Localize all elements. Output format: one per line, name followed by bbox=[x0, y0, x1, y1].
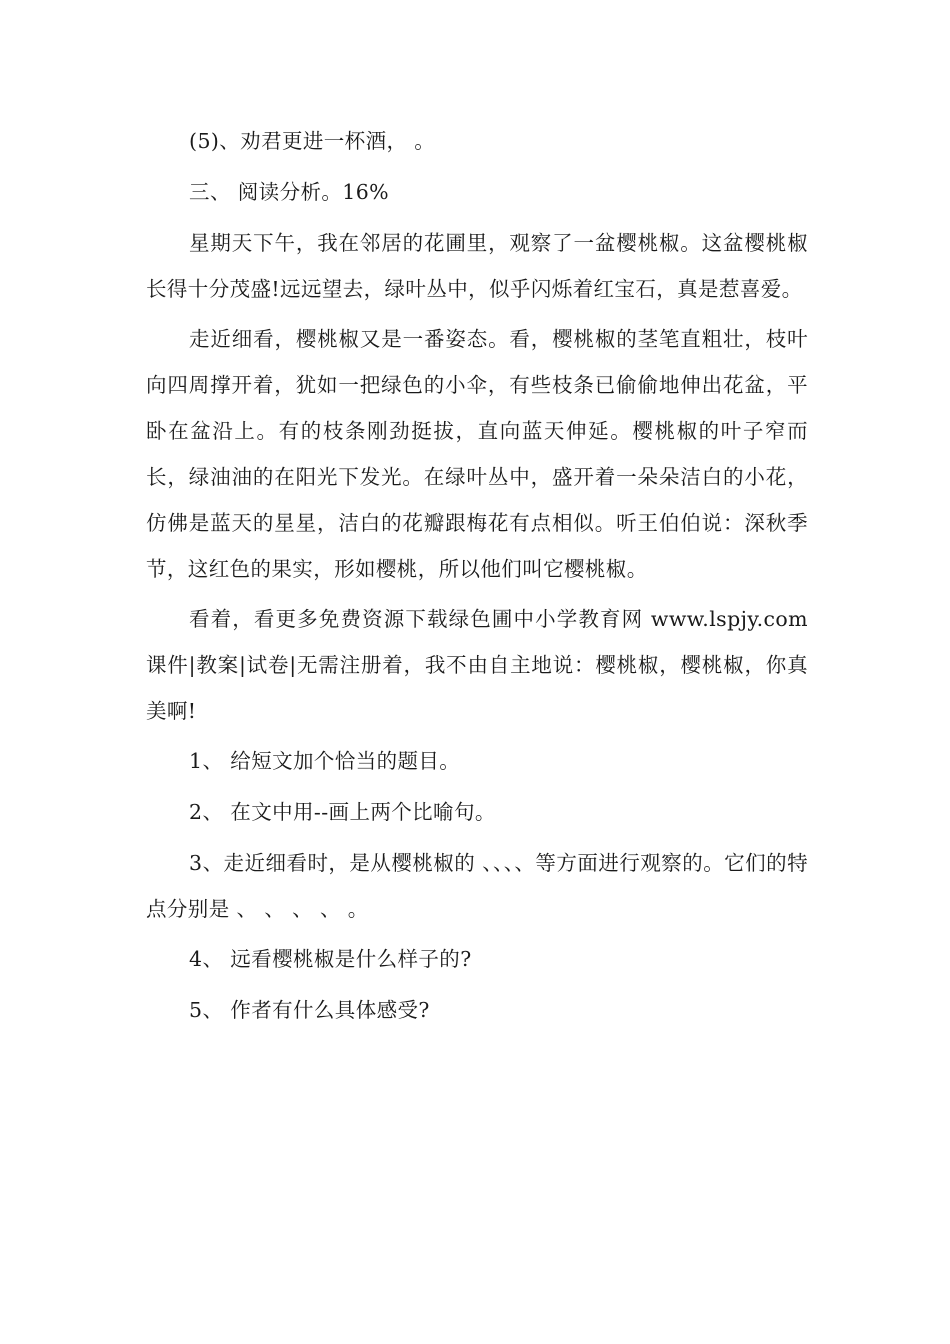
document-body bbox=[146, 118, 808, 1038]
passage-paragraph-2: 走近细看，樱桃椒又是一番姿态。看，樱桃椒的茎笔直粗壮，枝叶向四周撑开着，犹如一把绿色的小伞，有些枝条已偷偷地伸出花盆，平卧在盆沿上。有的枝条刚劲挺拔，直向蓝天伸延。樱桃椒的叶子窄而长，绿油油的在阳光下发光。在绿叶丛中，盛开着一朵朵洁白的小花，仿佛是蓝天的星星，洁白的花瓣跟梅花有点相似。听王伯伯说：深秋季节，这红色的果实，形如樱桃，所以他们叫它樱桃椒。 bbox=[146, 327, 808, 581]
passage-paragraph-1: 星期天下午，我在邻居的花圃里，观察了一盆樱桃椒。这盆樱桃椒长得十分茂盛!远远望去，绿叶丛中，似乎闪烁着红宝石，真是惹喜爱。 bbox=[146, 231, 808, 301]
question-4: 4、 远看樱桃椒是什么样子的? bbox=[189, 947, 472, 971]
section-heading-reading-analysis: 三、 阅读分析。16% bbox=[189, 180, 390, 204]
question-2: 2、 在文中用--画上两个比喻句。 bbox=[189, 800, 496, 824]
question-3: 3、走近细看时，是从樱桃椒的 、、、、等方面进行观察的。它们的特点分别是 、 、 、 、 。 bbox=[146, 851, 808, 921]
poem-fill-blank-item: (5)、劝君更进一杯酒， 。 bbox=[189, 129, 436, 153]
passage-paragraph-3: 看着，看更多免费资源下载绿色圃中小学教育网 www.lspjy.com 课件|教案|试卷|无需注册着，我不由自主地说：樱桃椒，樱桃椒，你真美啊! bbox=[146, 607, 808, 723]
question-1: 1、 给短文加个恰当的题目。 bbox=[189, 749, 461, 773]
question-5: 5、 作者有什么具体感受? bbox=[189, 998, 430, 1022]
